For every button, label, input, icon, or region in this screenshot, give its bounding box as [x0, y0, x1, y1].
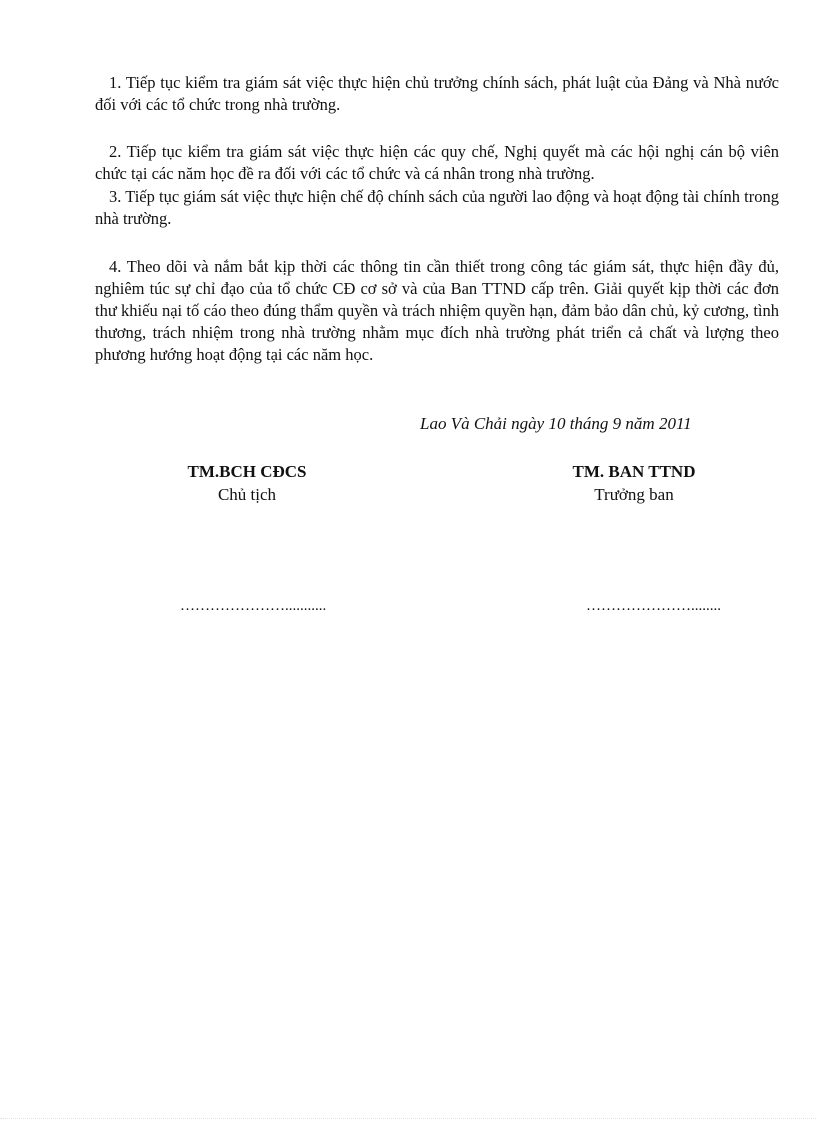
- signature-line-right: …………………........: [586, 598, 721, 614]
- signature-org-right: TM. BAN TTND: [572, 462, 696, 481]
- paragraph-1: 1. Tiếp tục kiểm tra giám sát việc thực hiện chủ trưởng chính sách, phát luật của Đảng và Nhà nước đối với các tổ chức trong nhà trường.: [95, 73, 779, 114]
- signature-line-left: …………………...........: [180, 598, 327, 614]
- signature-block-left: [117, 461, 377, 507]
- date-place-line: Lao Và Chải ngày 10 tháng 9 năm 2011: [420, 414, 692, 433]
- signature-role-left: Chủ tịch: [217, 485, 277, 504]
- paragraph-3: 3. Tiếp tục giám sát việc thực hiện chế độ chính sách của người lao động và hoạt động tài chính trong nhà trường.: [95, 187, 779, 228]
- signature-org-left: TM.BCH CĐCS: [187, 462, 307, 481]
- signature-role-right: Trưởng ban: [594, 485, 674, 504]
- paragraph-4: 4. Theo dõi và nắm bắt kịp thời các thông tin cần thiết trong công tác giám sát, thực hiện đầy đủ, nghiêm túc sự chỉ đạo của tổ chức CĐ cơ sở và của Ban TTND cấp trên. Giải quyết kịp thời các đơn thư khiếu nại tố cáo theo đúng thẩm quyền và trách nhiệm quyền hạn, đảm bảo dân chủ, kỷ cương, tình thương, trách nhiệm trong nhà trường nhằm mục đích nhà trường phát triển cả chất và lượng theo phương hướng hoạt động tại các năm học.: [95, 257, 779, 364]
- paragraph-2: 2. Tiếp tục kiểm tra giám sát việc thực hiện các quy chế, Nghị quyết mà các hội nghị cán bộ viên chức tại các năm học đề ra đối với các tổ chức và cá nhân trong nhà trường.: [95, 142, 779, 183]
- page-bottom-divider: [0, 1118, 816, 1119]
- signature-block-right: [504, 461, 764, 507]
